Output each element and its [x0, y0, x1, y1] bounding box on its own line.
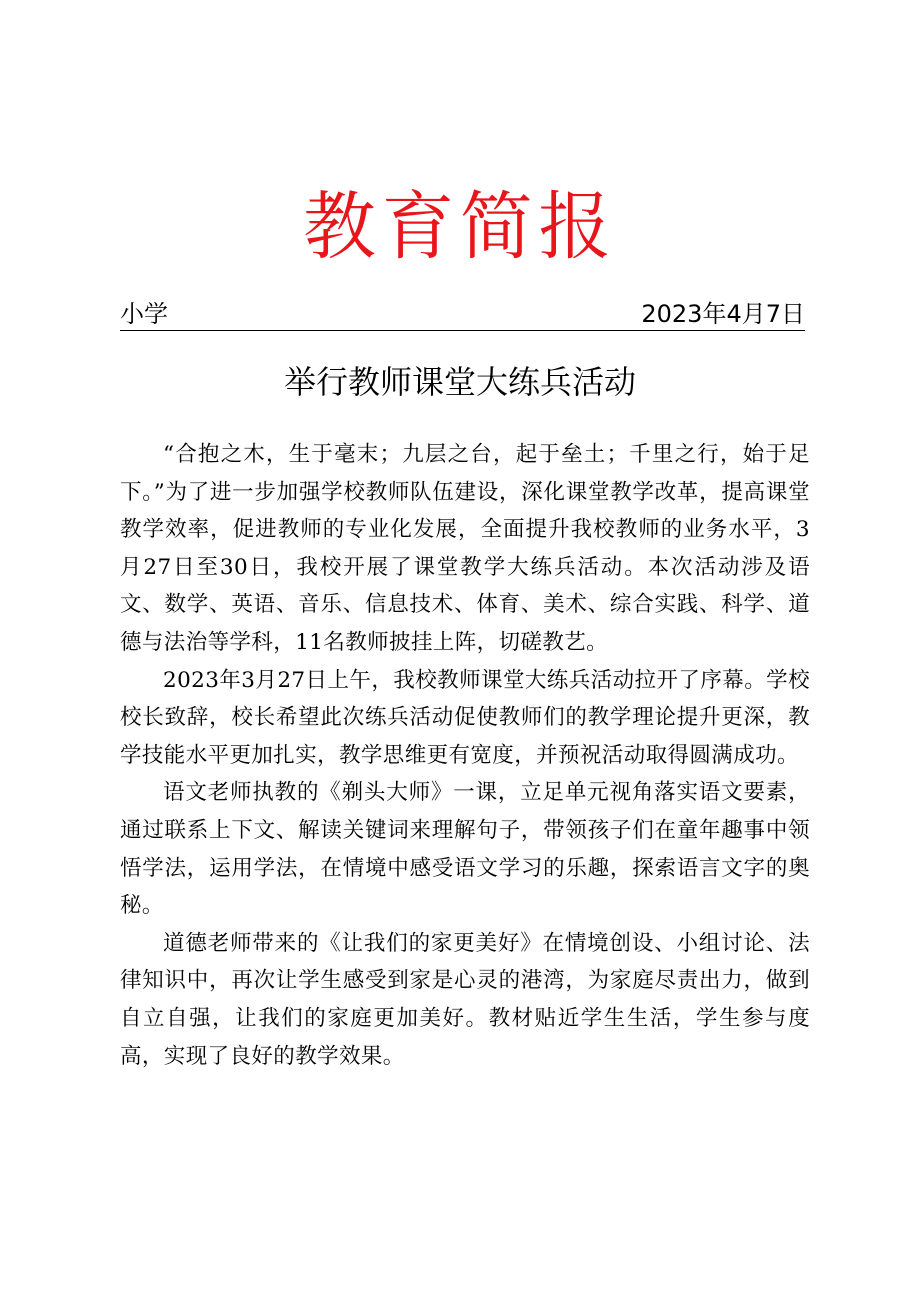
school-name: 小学 — [120, 300, 168, 328]
article-title: 举行教师课堂大练兵活动 — [283, 363, 636, 401]
paragraph: 道德老师带来的《让我们的家更美好》在情境创设、小组讨论、法律知识中，再次让学生感受到家是心灵的港湾，为家庭尽责出力，做到自立自强，让我们的家庭更加美好。教材贴近学生生活，学生参与度高，实现了良好的教学效果。 — [120, 930, 810, 1069]
paragraph: 语文老师执教的《剃头大师》一课，立足单元视角落实语文要素，通过联系上下文、解读关键词来理解句子，带领孩子们在童年趣事中领悟学法，运用学法，在情境中感受语文学习的乐趣，探索语言文字的奥秘。 — [120, 780, 810, 919]
masthead-title: 教育简报 — [303, 184, 617, 270]
issue-line — [120, 298, 805, 331]
issue-date: 2023年4月7日 — [641, 300, 805, 328]
paragraph: “合抱之木，生于毫末；九层之台，起于垒土；千里之行，始于足下。”为了进一步加强学校教师队伍建设，深化课堂教学改革，提高课堂教学效率，促进教师的专业化发展，全面提升我校教师的业务水平，3月27日至30日，我校开展了课堂教学大练兵活动。本次活动涉及语文、数学、英语、音乐、信息技术、体育、美术、综合实践、科学、道德与法治等学科，11名教师披挂上阵，切磋教艺。 — [120, 442, 810, 655]
paragraph: 2023年3月27日上午，我校教师课堂大练兵活动拉开了序幕。学校校长致辞，校长希望此次练兵活动促使教师们的教学理论提升更深，教学技能水平更加扎实，教学思维更有宽度，并预祝活动取得圆满成功。 — [120, 667, 810, 768]
article-body — [120, 436, 810, 1075]
